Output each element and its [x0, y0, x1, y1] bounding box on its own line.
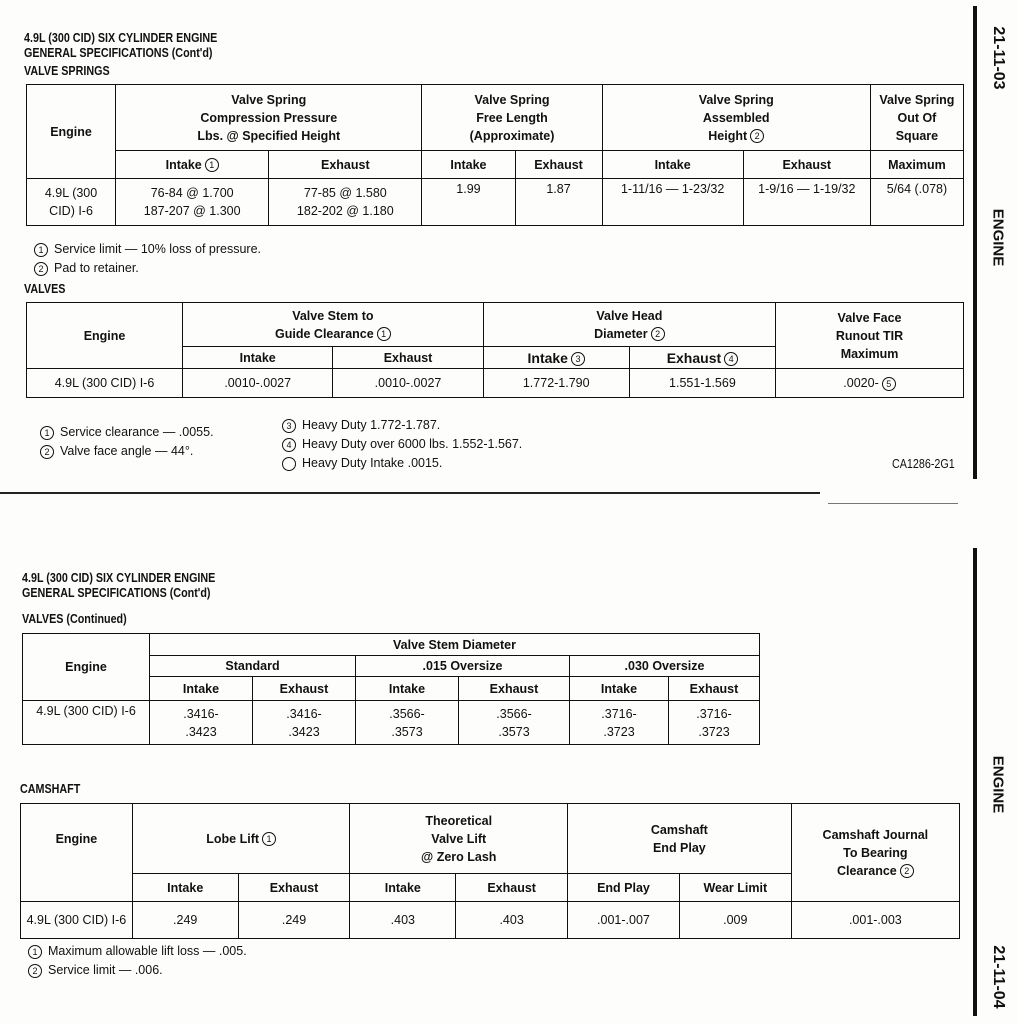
vs-cell-engine: 4.9L (300 CID) I-6	[27, 179, 116, 226]
footnote-2-icon: 2	[40, 445, 54, 459]
list-item: Heavy Duty Intake .0015.	[282, 454, 522, 473]
top-margin-bar	[973, 6, 977, 479]
list-item: 2 Pad to retainer.	[34, 259, 261, 278]
cam-h-theoretical-lift: Theoretical Valve Lift @ Zero Lash	[350, 804, 568, 874]
list-item: 1 Service limit — 10% loss of pressure.	[34, 240, 261, 259]
footnote-2-icon: 2	[900, 864, 914, 878]
footnote-1-icon: 1	[28, 945, 42, 959]
vs-sub-asm-exhaust: Exhaust	[743, 151, 870, 179]
valve-stem-diameter-table	[22, 633, 760, 745]
top-title-line2: GENERAL SPECIFICATIONS (Cont'd)	[24, 46, 213, 60]
v-h-stem-guide: Valve Stem to Guide Clearance 1	[183, 303, 484, 347]
valves-continued-heading: VALVES (Continued)	[22, 612, 127, 626]
vs-sub-exhaust: Exhaust	[269, 151, 422, 179]
v-h-face-runout: Valve Face Runout TIR Maximum	[776, 303, 964, 369]
table-row	[27, 369, 964, 398]
list-item: 4 Heavy Duty over 6000 lbs. 1.552-1.567.	[282, 435, 522, 454]
footnote-3-icon: 3	[571, 352, 585, 366]
footnote-1-icon: 1	[40, 426, 54, 440]
vsd-sub-015-exhaust: Exhaust	[459, 677, 570, 701]
footnote-4-icon: 4	[724, 352, 738, 366]
valves-notes-right	[282, 416, 522, 473]
bottom-margin-bar	[973, 548, 977, 1016]
vsd-h-015: .015 Oversize	[356, 656, 570, 677]
vs-h-free-length: Valve Spring Free Length (Approximate)	[422, 85, 602, 151]
camshaft-table	[20, 803, 960, 939]
footnote-5-icon: 5	[882, 377, 896, 391]
camshaft-notes	[28, 942, 247, 980]
list-item: 3 Heavy Duty 1.772-1.787.	[282, 416, 522, 435]
vsd-cell-std-intake: .3416- .3423	[150, 701, 253, 745]
cam-sub-theo-intake: Intake	[350, 874, 456, 902]
cam-cell-wear-limit: .009	[679, 902, 791, 939]
cam-cell-end-play: .001-.007	[568, 902, 680, 939]
footnote-2-icon: 2	[28, 964, 42, 978]
vs-cell-free-intake: 1.99	[422, 179, 515, 226]
v-cell-stem-intake: .0010-.0027	[183, 369, 333, 398]
v-sub-stem-intake: Intake	[183, 347, 333, 369]
vsd-cell-030-intake: .3716- .3723	[570, 701, 669, 745]
vs-cell-asm-intake: 1-11/16 — 1-23/32	[602, 179, 743, 226]
top-side-section: ENGINE	[989, 208, 1007, 267]
cam-sub-theo-exhaust: Exhaust	[456, 874, 568, 902]
v-cell-stem-exhaust: .0010-.0027	[333, 369, 483, 398]
cam-cell-lobe-exhaust: .249	[238, 902, 350, 939]
v-sub-stem-exhaust: Exhaust	[333, 347, 483, 369]
cam-h-end-play: Camshaft End Play	[568, 804, 792, 874]
footnote-2-icon: 2	[651, 327, 665, 341]
v-cell-engine: 4.9L (300 CID) I-6	[27, 369, 183, 398]
vsd-cell-engine: 4.9L (300 CID) I-6	[23, 701, 150, 745]
vs-cell-comp-exhaust: 77-85 @ 1.580 182-202 @ 1.180	[269, 179, 422, 226]
vs-h-compression: Valve Spring Compression Pressure Lbs. @ Specified Height	[116, 85, 422, 151]
page-divider	[0, 492, 820, 494]
valves-heading: VALVES	[24, 282, 66, 296]
vs-h-out-of-square: Valve Spring Out Of Square	[870, 85, 963, 151]
vs-cell-free-exhaust: 1.87	[515, 179, 602, 226]
v-sub-head-intake: Intake 3	[483, 347, 629, 369]
footnote-2-icon: 2	[750, 129, 764, 143]
vsd-h-engine: Engine	[23, 634, 150, 701]
cam-h-lobe-lift: Lobe Lift 1	[132, 804, 350, 874]
top-title	[24, 31, 249, 61]
cam-cell-engine: 4.9L (300 CID) I-6	[21, 902, 133, 939]
valve-springs-heading: VALVE SPRINGS	[24, 64, 110, 78]
vsd-cell-015-intake: .3566- .3573	[356, 701, 459, 745]
vsd-cell-030-exhaust: .3716- .3723	[669, 701, 760, 745]
vs-cell-comp-intake: 76-84 @ 1.700 187-207 @ 1.300	[116, 179, 269, 226]
list-item: 2 Valve face angle — 44°.	[40, 442, 214, 461]
vsd-sub-030-exhaust: Exhaust	[669, 677, 760, 701]
footnote-1-icon: 1	[262, 832, 276, 846]
footnote-3-icon: 3	[282, 419, 296, 433]
vsd-cell-std-exhaust: .3416- .3423	[253, 701, 356, 745]
v-cell-face-runout: .0020- 5	[776, 369, 964, 398]
vsd-sub-std-intake: Intake	[150, 677, 253, 701]
cam-sub-lobe-intake: Intake	[132, 874, 238, 902]
v-cell-head-intake: 1.772-1.790	[483, 369, 629, 398]
v-sub-head-exhaust: Exhaust 4	[629, 347, 775, 369]
v-h-engine: Engine	[27, 303, 183, 369]
vs-cell-square-max: 5/64 (.078)	[870, 179, 963, 226]
list-item: 2 Service limit — .006.	[28, 961, 247, 980]
vs-sub-free-intake: Intake	[422, 151, 515, 179]
vs-sub-maximum: Maximum	[870, 151, 963, 179]
v-h-head-diameter: Valve Head Diameter 2	[483, 303, 775, 347]
footnote-5-icon	[282, 457, 296, 471]
top-page-number: 21-11-03	[990, 26, 1007, 90]
footnote-1-icon: 1	[34, 243, 48, 257]
cam-cell-theo-intake: .403	[350, 902, 456, 939]
vs-cell-asm-exhaust: 1-9/16 — 1-19/32	[743, 179, 870, 226]
vsd-cell-015-exhaust: .3566- .3573	[459, 701, 570, 745]
vsd-sub-std-exhaust: Exhaust	[253, 677, 356, 701]
vsd-h-standard: Standard	[150, 656, 356, 677]
page-divider-tail	[828, 503, 958, 504]
list-item: 1 Maximum allowable lift loss — .005.	[28, 942, 247, 961]
vs-h-assembled-height: Valve Spring Assembled Height 2	[602, 85, 870, 151]
cam-cell-journal-clearance: .001-.003	[791, 902, 959, 939]
valves-table	[26, 302, 964, 398]
cam-sub-wear-limit: Wear Limit	[679, 874, 791, 902]
list-item: 1 Service clearance — .0055.	[40, 423, 214, 442]
bottom-side-section: ENGINE	[989, 755, 1007, 814]
cam-cell-theo-exhaust: .403	[456, 902, 568, 939]
vsd-sub-030-intake: Intake	[570, 677, 669, 701]
cam-h-journal-clearance: Camshaft Journal To Bearing Clearance 2	[791, 804, 959, 902]
cam-sub-lobe-exhaust: Exhaust	[238, 874, 350, 902]
cam-sub-end-play: End Play	[568, 874, 680, 902]
vs-h-engine: Engine	[27, 85, 116, 179]
valve-springs-table	[26, 84, 964, 226]
footnote-4-icon: 4	[282, 438, 296, 452]
vs-sub-intake: Intake 1	[116, 151, 269, 179]
footnote-1-icon: 1	[377, 327, 391, 341]
vsd-h-stem-diameter: Valve Stem Diameter	[150, 634, 760, 656]
cam-cell-lobe-intake: .249	[132, 902, 238, 939]
vsd-h-030: .030 Oversize	[570, 656, 760, 677]
valves-notes-left	[40, 423, 214, 461]
footnote-2-icon: 2	[34, 262, 48, 276]
v-cell-head-exhaust: 1.551-1.569	[629, 369, 775, 398]
table-row	[27, 179, 964, 226]
bottom-title: 4.9L (300 CID) SIX CYLINDER ENGINE GENERAL SPECIFICATIONS (Cont'd)	[22, 571, 216, 600]
table-row	[23, 701, 760, 745]
table-row	[21, 902, 960, 939]
bottom-page-number: 21-11-04	[990, 945, 1007, 1009]
vs-sub-free-exhaust: Exhaust	[515, 151, 602, 179]
figure-code: CA1286-2G1	[892, 457, 955, 471]
vs-notes	[34, 240, 261, 278]
camshaft-heading: CAMSHAFT	[20, 782, 81, 796]
cam-h-engine: Engine	[21, 804, 133, 902]
vs-sub-asm-intake: Intake	[602, 151, 743, 179]
footnote-1-icon: 1	[205, 158, 219, 172]
vsd-sub-015-intake: Intake	[356, 677, 459, 701]
top-title-line1: 4.9L (300 CID) SIX CYLINDER ENGINE	[24, 31, 218, 45]
